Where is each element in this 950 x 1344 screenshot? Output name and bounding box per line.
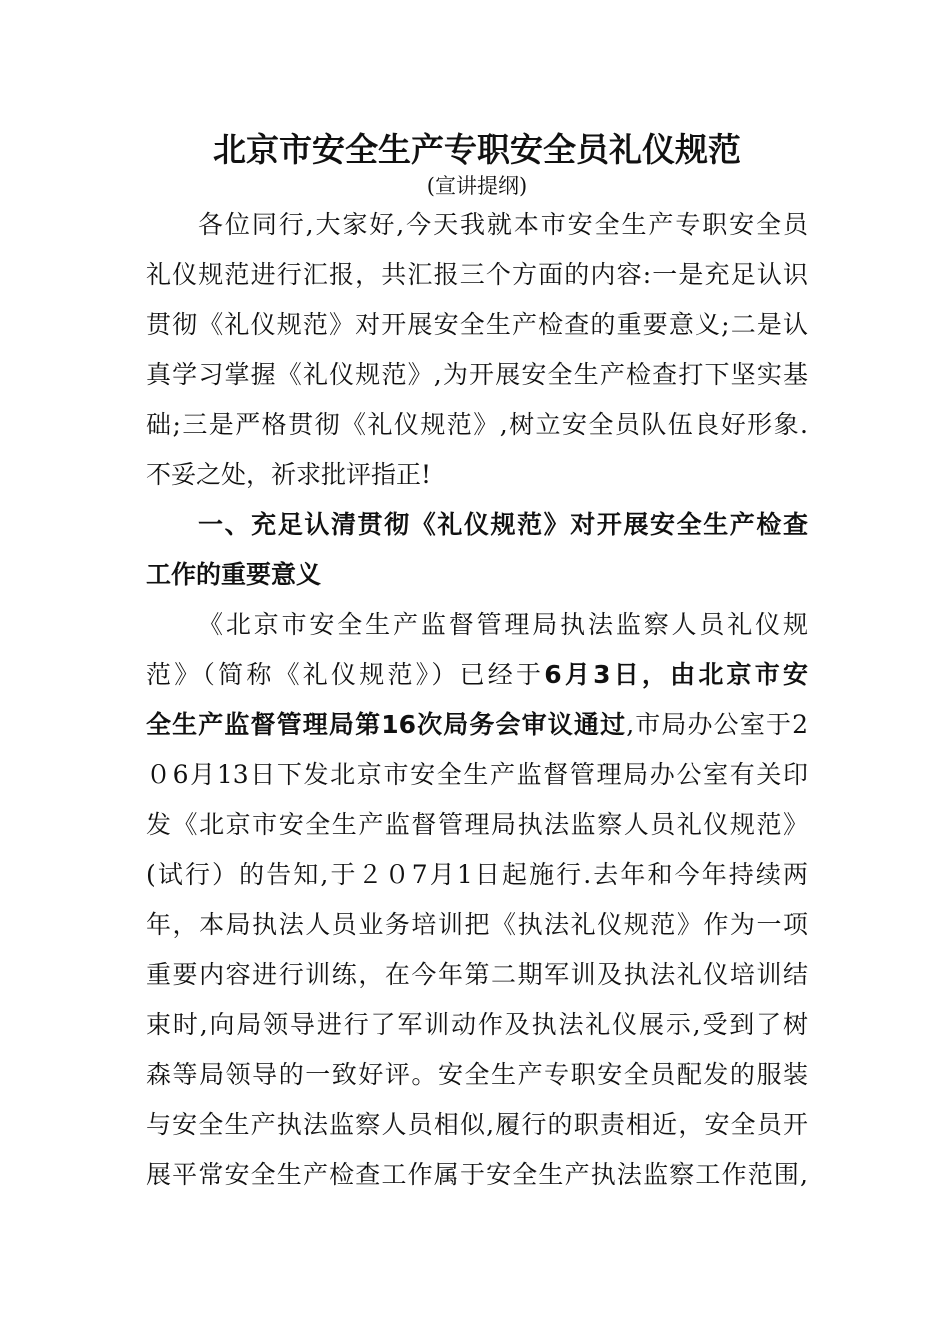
body-line: 《北京市安全生产监督管理局执法监察人员礼仪规 xyxy=(198,610,808,639)
intro-line: 各位同行,大家好,今天我就本市安全生产专职安全员 xyxy=(198,210,808,239)
body-line: 发《北京市安全生产监督管理局执法监察人员礼仪规范》 xyxy=(146,810,808,839)
body-line: 重要内容进行训练，在今年第二期军训及执法礼仪培训结 xyxy=(146,960,808,989)
section-heading: 工作的重要意义 xyxy=(146,560,322,589)
body-line: 束时,向局领导进行了军训动作及执法礼仪展示,受到了树 xyxy=(146,1010,808,1039)
intro-line: 礼仪规范进行汇报，共汇报三个方面的内容:一是充足认识 xyxy=(146,260,808,289)
body-line: 与安全生产执法监察人员相似,履行的职责相近，安全员开 xyxy=(146,1110,808,1139)
intro-line: 贯彻《礼仪规范》对开展安全生产检查的重要意义;二是认 xyxy=(146,310,808,339)
body-line: 森等局领导的一致好评。安全生产专职安全员配发的服装 xyxy=(146,1060,808,1089)
body-bold-text: 6月3日，由北京市安 xyxy=(544,660,808,689)
intro-line: 础;三是严格贯彻《礼仪规范》,树立安全员队伍良好形象. xyxy=(146,410,808,439)
intro-line: 不妥之处，祈求批评指正! xyxy=(146,460,432,489)
body-text: ,市局办公室于2 xyxy=(626,710,808,739)
body-line: ０6月13日下发北京市安全生产监督管理局办公室有关印 xyxy=(146,760,808,789)
body-line: 年，本局执法人员业务培训把《执法礼仪规范》作为一项 xyxy=(146,910,808,939)
body-line: 展平常安全生产检查工作属于安全生产执法监察工作范围, xyxy=(146,1160,808,1189)
body-text: 范》（简称《礼仪规范》）已经于 xyxy=(146,660,545,689)
intro-line: 真学习掌握《礼仪规范》,为开展安全生产检查打下坚实基 xyxy=(146,360,808,389)
document-subtitle: (宣讲提纲) xyxy=(426,174,528,198)
document-title: 北京市安全生产专职安全员礼仪规范 xyxy=(213,130,741,169)
body-bold-text: 全生产监督管理局第16次局务会审议通过 xyxy=(146,710,627,739)
body-line: (试行）的告知,于２０7月1日起施行.去年和今年持续两 xyxy=(146,860,808,889)
body-line xyxy=(146,700,808,750)
section-heading: 一、充足认清贯彻《礼仪规范》对开展安全生产检查 xyxy=(198,510,808,539)
body-line xyxy=(146,650,808,700)
